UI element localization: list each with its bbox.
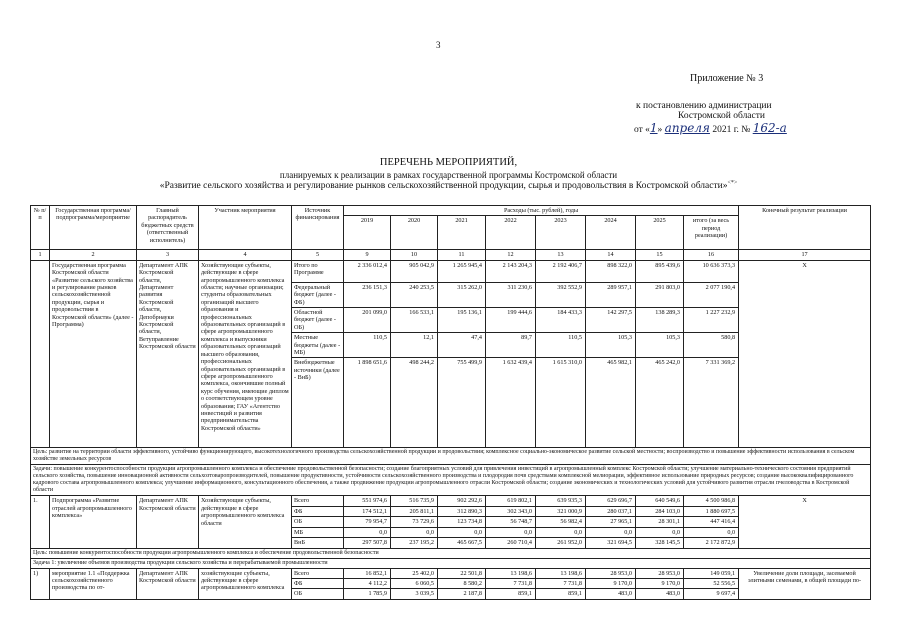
subprogram-value: 639 935,3	[536, 496, 586, 506]
decree-date-prefix: от «	[634, 125, 650, 135]
subprogram-goal: Цель: повышение конкурентоспособности продукции агропромышленного комплекса и обеспечение продовольственной безопасности	[31, 548, 871, 558]
measure-value: 149 059,1	[684, 568, 739, 578]
measure-value: 3 039,5	[391, 589, 438, 599]
program-value: 580,8	[684, 333, 739, 358]
program-goal: Цель: развитие на территории области эффективного, устойчиво функционирующего, высокотехнологичного производства сельскохозяйственной продукции и продовольствия; комплексное социально-экономическое развитие сельской местности; воспроизводство и повышение эффективности использования в сельском хозяйстве земельных ресурсов	[31, 448, 871, 465]
decree-line-1: к постановлению администрации	[636, 101, 772, 111]
program-num	[31, 260, 50, 448]
program-value: 240 253,5	[391, 282, 438, 307]
subprogram-value: 2 172 872,9	[684, 538, 739, 548]
program-name: «Развитие сельского хозяйства и регулирование рынков сельскохозяйственной продукции, сырья и продовольствия в Костромской области»	[159, 181, 728, 192]
program-value: 1 227 232,9	[684, 308, 739, 333]
program-value: 392 552,9	[536, 282, 586, 307]
measure-participant: хозяйствующие субъекты, действующие в сфере агропромышленного комплекса	[199, 568, 292, 599]
subprogram-value: 56 982,4	[536, 517, 586, 527]
program-value: 1 265 945,4	[438, 260, 486, 282]
year-header-6: 2025	[636, 216, 684, 250]
measure-value: 2 187,8	[438, 589, 486, 599]
year-header-1: 2020	[391, 216, 438, 250]
program-value: 895 439,6	[636, 260, 684, 282]
program-row	[31, 260, 871, 282]
subprogram-value: 280 037,1	[586, 506, 636, 516]
program-tasks-row	[31, 465, 871, 496]
program-value: 755 499,9	[438, 358, 486, 448]
program-value: 2 336 012,4	[344, 260, 391, 282]
measure-num: 1)	[31, 568, 50, 599]
measure-value: 9 170,0	[636, 578, 684, 588]
column-number-3: 4	[199, 250, 292, 260]
subprogram-value: 4 500 986,8	[684, 496, 739, 506]
subprogram-value: 328 145,5	[636, 538, 684, 548]
measure-value: 13 198,6	[486, 568, 536, 578]
measure-value: 16 852,1	[344, 568, 391, 578]
document-subtitle: планируемых к реализации в рамках государственной программы Костромской области	[279, 170, 618, 180]
col-source-header: Источник финансирования	[292, 206, 344, 250]
measure-value: 28 953,0	[586, 568, 636, 578]
program-value: 2 077 190,4	[684, 282, 739, 307]
measure-value: 9 697,4	[684, 589, 739, 599]
column-number-11: 15	[636, 250, 684, 260]
header-row	[31, 206, 871, 216]
subprogram-value: 79 954,7	[344, 517, 391, 527]
subprogram-value: 0,0	[684, 527, 739, 537]
measure-source: ОБ	[292, 589, 344, 599]
program-title	[0, 180, 897, 191]
col-result-header: Конечный результат реализации	[739, 206, 871, 250]
decree-date-mid: »	[657, 125, 665, 135]
column-numbers-row	[31, 250, 871, 260]
program-value: 10 636 373,3	[684, 260, 739, 282]
measure-value: 22 501,8	[438, 568, 486, 578]
program-value: 1 898 651,6	[344, 358, 391, 448]
subprogram-source: Всего	[292, 496, 344, 506]
subprogram-value: 321 000,9	[536, 506, 586, 516]
measure-value: 7 731,8	[486, 578, 536, 588]
subprogram-value: 0,0	[486, 527, 536, 537]
measure-row	[31, 568, 871, 578]
column-number-4: 5	[292, 250, 344, 260]
program-value: 311 230,6	[486, 282, 536, 307]
program-value: 1 615 310,0	[536, 358, 586, 448]
subprogram-value: 261 952,0	[536, 538, 586, 548]
task-1: Задача 1: увеличение объемов производства продукции сельского хозяйства и перерабатываемой промышленности	[31, 558, 871, 568]
column-number-0: 1	[31, 250, 50, 260]
column-number-5: 9	[344, 250, 391, 260]
program-value: 236 151,3	[344, 282, 391, 307]
subprogram-value: 0,0	[636, 527, 684, 537]
subprogram-value: 447 416,4	[684, 517, 739, 527]
year-header-4: 2023	[536, 216, 586, 250]
subprogram-value: 302 343,0	[486, 506, 536, 516]
subprogram-value: 1 880 697,5	[684, 506, 739, 516]
program-value: 195 136,1	[438, 308, 486, 333]
year-header-3: 2022	[486, 216, 536, 250]
subprogram-value: 629 696,7	[586, 496, 636, 506]
subprogram-value: 0,0	[586, 527, 636, 537]
task-1-row	[31, 558, 871, 568]
program-source: Местные бюджеты (далее - МБ)	[292, 333, 344, 358]
program-source: Областной бюджет (далее - ОБ)	[292, 308, 344, 333]
program-value: 105,3	[586, 333, 636, 358]
year-header-7: итого (за весь период реализации)	[684, 216, 739, 250]
subprogram-value: 56 748,7	[486, 517, 536, 527]
program-value: 498 244,2	[391, 358, 438, 448]
measure-value: 6 060,5	[391, 578, 438, 588]
subprogram-source: ВнБ	[292, 538, 344, 548]
program-value: 2 143 204,3	[486, 260, 536, 282]
program-value: 47,4	[438, 333, 486, 358]
measure-manager: Департамент АПК Костромской области	[137, 568, 199, 599]
subprogram-value: 0,0	[344, 527, 391, 537]
measure-value: 4 112,2	[344, 578, 391, 588]
col-num-header: № п/п	[31, 206, 50, 250]
program-value: 465 242,0	[636, 358, 684, 448]
subprogram-value: 640 549,6	[636, 496, 684, 506]
decree-month-handwritten: апреля	[664, 121, 710, 135]
column-number-13: 17	[739, 250, 871, 260]
program-value: 2 192 406,7	[536, 260, 586, 282]
program-value: 110,5	[536, 333, 586, 358]
subprogram-value: 0,0	[391, 527, 438, 537]
measure-value: 52 556,5	[684, 578, 739, 588]
program-value: 138 289,3	[636, 308, 684, 333]
subprogram-value: 297 507,8	[344, 538, 391, 548]
column-number-2: 3	[137, 250, 199, 260]
subprogram-result: Х	[739, 496, 871, 548]
program-value: 7 331 369,2	[684, 358, 739, 448]
program-manager: Департамент АПК Костромской области, Департамент развития Костромской области, Депобрнауки Костромской области, Ветуправление Костромской области	[137, 260, 199, 448]
col-expenses-header: Расходы (тыс. рублей), годы	[344, 206, 739, 216]
program-value: 1 632 439,4	[486, 358, 536, 448]
subprogram-value: 516 735,9	[391, 496, 438, 506]
measure-value: 9 170,0	[586, 578, 636, 588]
column-number-10: 14	[586, 250, 636, 260]
year-header-0: 2019	[344, 216, 391, 250]
program-value: 291 803,0	[636, 282, 684, 307]
program-value: 201 099,0	[344, 308, 391, 333]
subprogram-value: 73 729,6	[391, 517, 438, 527]
program-value: 89,7	[486, 333, 536, 358]
subprogram-participant: Хозяйствующие субъекты, действующие в сфере агропромышленного комплекса области	[199, 496, 292, 548]
decree-date-line	[634, 121, 787, 135]
document-title: ПЕРЕЧЕНЬ МЕРОПРИЯТИЙ,	[379, 157, 518, 168]
program-tasks: Задачи: повышение конкурентоспособности продукции агропромышленного комплекса и обеспечение продовольственной безопасности; создание благоприятных условий для привлечения инвестиций в агропромышленный комплекс Костромской области; улучшение материально-технического состояния предприятий сельского хозяйства, повышение инновационной активности сельхозтоваропроизводителей, повышение продуктивности, устойчивости сельскохозяйственного производства и плодородия почв средствами комплексной мелиорации, эффективное использование природных ресурсов; создание высококвалифицированного кадрового состава агропромышленного комплекса; улучшение информационного, консультационного обеспечения, а также продвижение продукции агропромышленного отрасли Костромской области; создание экономических и технологических условий для устойчивого развития отрасли пчеловодства в Костромской области	[31, 465, 871, 496]
page-number: 3	[436, 40, 441, 50]
decree-number-handwritten: 162-а	[752, 121, 787, 135]
program-goal-row	[31, 448, 871, 465]
subprogram-value: 465 667,5	[438, 538, 486, 548]
measure-value: 25 402,0	[391, 568, 438, 578]
measure-source: Всего	[292, 568, 344, 578]
decree-date-year: 2021 г. №	[709, 125, 753, 135]
program-value: 110,5	[344, 333, 391, 358]
measure-source: ФБ	[292, 578, 344, 588]
subprogram-value: 551 974,6	[344, 496, 391, 506]
measure-value: 859,1	[486, 589, 536, 599]
subprogram-row	[31, 496, 871, 506]
subprogram-source: МБ	[292, 527, 344, 537]
subprogram-value: 284 103,0	[636, 506, 684, 516]
subprogram-source: ОБ	[292, 517, 344, 527]
program-name-cell: Государственная программа Костромской области «Развитие сельского хозяйства и регулирование рынков сельскохозяйственной продукции, сырья и продовольствия в Костромской области» (далее - Программа)	[50, 260, 137, 448]
program-value: 184 433,3	[536, 308, 586, 333]
measure-value: 483,0	[586, 589, 636, 599]
col-manager-header: Главный распорядитель бюджетных средств (ответственный исполнитель)	[137, 206, 199, 250]
measure-value: 859,1	[536, 589, 586, 599]
column-number-12: 16	[684, 250, 739, 260]
program-value: 898 322,0	[586, 260, 636, 282]
subprogram-value: 174 512,1	[344, 506, 391, 516]
program-value: 905 042,9	[391, 260, 438, 282]
column-number-9: 13	[536, 250, 586, 260]
measure-value: 13 198,6	[536, 568, 586, 578]
subprogram-value: 619 802,1	[486, 496, 536, 506]
subprogram-value: 237 195,2	[391, 538, 438, 548]
subprogram-value: 28 301,1	[636, 517, 684, 527]
measure-name: мероприятие 1.1 «Поддержка сельскохозяйственного производства по от-	[50, 568, 137, 599]
subprogram-goal-row	[31, 548, 871, 558]
subprogram-manager: Департамент АПК Костромской области	[137, 496, 199, 548]
subprogram-value: 321 694,5	[586, 538, 636, 548]
year-header-5: 2024	[586, 216, 636, 250]
column-number-1: 2	[50, 250, 137, 260]
subprogram-value: 0,0	[536, 527, 586, 537]
measures-table	[30, 205, 871, 600]
subprogram-value: 260 710,4	[486, 538, 536, 548]
measure-value: 8 580,2	[438, 578, 486, 588]
program-value: 142 297,5	[586, 308, 636, 333]
program-value: 199 444,6	[486, 308, 536, 333]
program-value: 465 982,1	[586, 358, 636, 448]
measure-value: 7 731,8	[536, 578, 586, 588]
subprogram-value: 0,0	[438, 527, 486, 537]
decree-line-2: Костромской области	[678, 111, 765, 121]
subprogram-value: 205 811,1	[391, 506, 438, 516]
col-name-header: Государственная программа/подпрограмма/мероприятие	[50, 206, 137, 250]
col-participant-header: Участник мероприятия	[199, 206, 292, 250]
program-source: Внебюджетные источники (далее - ВнБ)	[292, 358, 344, 448]
program-result: Х	[739, 260, 871, 448]
subprogram-num: 1.	[31, 496, 50, 548]
measure-value: 1 785,9	[344, 589, 391, 599]
program-value: 105,3	[636, 333, 684, 358]
column-number-7: 11	[438, 250, 486, 260]
measure-value: 483,0	[636, 589, 684, 599]
appendix-title: Приложение № 3	[690, 73, 764, 84]
subprogram-value: 27 965,1	[586, 517, 636, 527]
year-header-2: 2021	[438, 216, 486, 250]
measure-value: 28 953,0	[636, 568, 684, 578]
subprogram-value: 312 890,3	[438, 506, 486, 516]
program-value: 289 957,1	[586, 282, 636, 307]
decree-day-handwritten: 1	[649, 121, 658, 135]
subprogram-value: 123 734,8	[438, 517, 486, 527]
subprogram-name: Подпрограмма «Развитие отраслей агропромышленного комплекса»	[50, 496, 137, 548]
program-value: 315 262,0	[438, 282, 486, 307]
column-number-6: 10	[391, 250, 438, 260]
subprogram-source: ФБ	[292, 506, 344, 516]
subprogram-value: 902 292,6	[438, 496, 486, 506]
program-footnote-mark: <*>	[727, 180, 738, 186]
program-value: 166 533,1	[391, 308, 438, 333]
column-number-8: 12	[486, 250, 536, 260]
program-source: Федеральный бюджет (далее - ФБ)	[292, 282, 344, 307]
program-source: Итого по Программе	[292, 260, 344, 282]
measure-result: Увеличение доли площади, засеваемой элитными семенами, в общей площади по-	[739, 568, 871, 599]
program-value: 12,1	[391, 333, 438, 358]
program-participant: Хозяйствующие субъекты, действующие в сфере агропромышленного комплекса области; научные организации; студенты образовательных организаций высшего образования и профессиональных образовательных организаций в сфере агропромышленного комплекса и выпускники образовательных организаций высшего образования, профессиональных образовательных организаций в сфере агропромышленного комплекса, окончившие полный курс обучения, имеющие диплом о соответствующем уровне образования; ГАУ «Агентство инвестиций и развития предпринимательства Костромской области»	[199, 260, 292, 448]
